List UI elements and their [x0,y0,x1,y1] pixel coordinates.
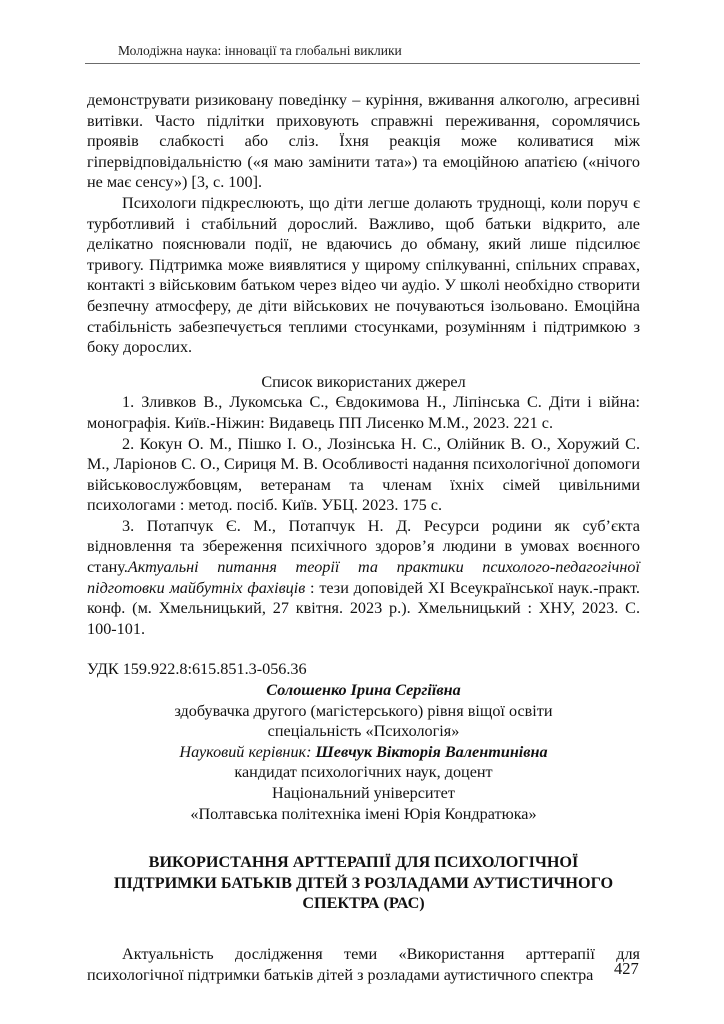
supervisor-degree: кандидат психологічних наук, доцент [234,763,493,782]
body-paragraph-2: Психологи підкреслюють, що діти легше долають труднощі, коли поруч є турботливий і стабільний дорослий. Важливо, щоб батьки відкрито, але делікатно пояснювали події, не вдаючись до обману, який лише підсилює тривогу. Підтримка може виявлятися у щирому спілкуванні, спільних справах, контакті з військовим батьком через відео чи аудіо. У школі необхідно створити безпечну атмосферу, де діти військових не почуваються ізольовано. Емоційна стабільність забезпечується теплими стосунками, розумінням і підтримкою з боку дорослих. [87,193,640,357]
university-line-1: Національний університет [272,784,455,802]
reference-3-details: : тези доповідей XI Всеукраїнської наук.-практ. конф. (м. Хмельницький, 27 квітня. 2023 р.). Хмельницький : ХНУ, 2023. С. 100-101. [87,578,640,638]
author-specialty: спеціальність «Психологія» [267,722,460,741]
reference-3-authors: 3. Потапчук Є. М., Потапчук Н. Д. Ресурси родини як суб’єкта відновлення та збереження психічного здоров’я людини в умовах воєнного стану. [87,516,640,577]
author-name: Солошенко Ірина Сергіївна [266,681,461,700]
udk-code: УДК 159.922.8:615.851.3-056.36 [87,660,307,679]
page-body [87,90,640,985]
article-title-line-2: ПІДТРИМКИ БАТЬКІВ ДІТЕЙ З РОЗЛАДАМИ АУТИСТИЧНОГО [113,873,614,892]
body-paragraph-1: демонструвати ризиковану поведінку – куріння, вживання алкоголю, агресивні витівки. Часто підлітки приховують справжні переживання, соромлячись проявів слабкості або сліз. Їхня реакція може коливатися між гіпервідповідальністю («я маю замінити тата») та емоційною апатією («нічого не має сенсу») [3, с. 100]. [87,91,640,192]
reference-item-2: 2. Кокун О. М., Пішко І. О., Лозінська Н. С., Олійник В. О., Хоружий С. М., Ларіонов С. О., Сириця М. В. Особливості надання психологічної допомоги військовослужбовцям, ветеранам та членам їхніх сімей цивільними психологами : метод. посіб. Київ. УБЦ. 2023. 175 с. [87,434,640,515]
author-block [87,680,640,824]
supervisor-line [87,742,640,763]
article-intro-paragraph: Актуальність дослідження теми «Використання арттерапії для психологічної підтримки батьків дітей з розладами аутистичного спектра [87,944,640,984]
author-status: здобувачка другого (магістерського) рівня віщої освіти [174,701,553,720]
header-divider [85,63,640,64]
running-header: Молодіжна наука: інновації та глобальні виклики [118,43,402,58]
article-title-line-3: СПЕКТРА (РАС) [302,894,425,913]
article-title-line-1: ВИКОРИСТАННЯ АРТТЕРАПІЇ ДЛЯ ПСИХОЛОГІЧНОЇ [148,853,579,872]
university-line-2: «Полтавська політехніка імені Юрія Кондратюка» [190,804,537,823]
reference-3-source-title: Актуальні питання теорії та практики психолого-педагогічної підготовки майбутніх фахівців [87,558,640,597]
article-title [87,852,640,914]
references-title: Список використаних джерел [261,372,466,391]
reference-item-3 [87,516,640,640]
page-number: 427 [614,959,639,978]
reference-item-1: 1. Зливков В., Лукомська С., Євдокимова Н., Ліпінська С. Діти і війна: монографія. Київ.-Ніжин: Видавець ПП Лисенко М.М., 2023. 221 с. [87,393,640,432]
supervisor-name: Шевчук Вікторія Валентинівна [315,742,548,761]
supervisor-label: Науковий керівник: [179,742,316,761]
